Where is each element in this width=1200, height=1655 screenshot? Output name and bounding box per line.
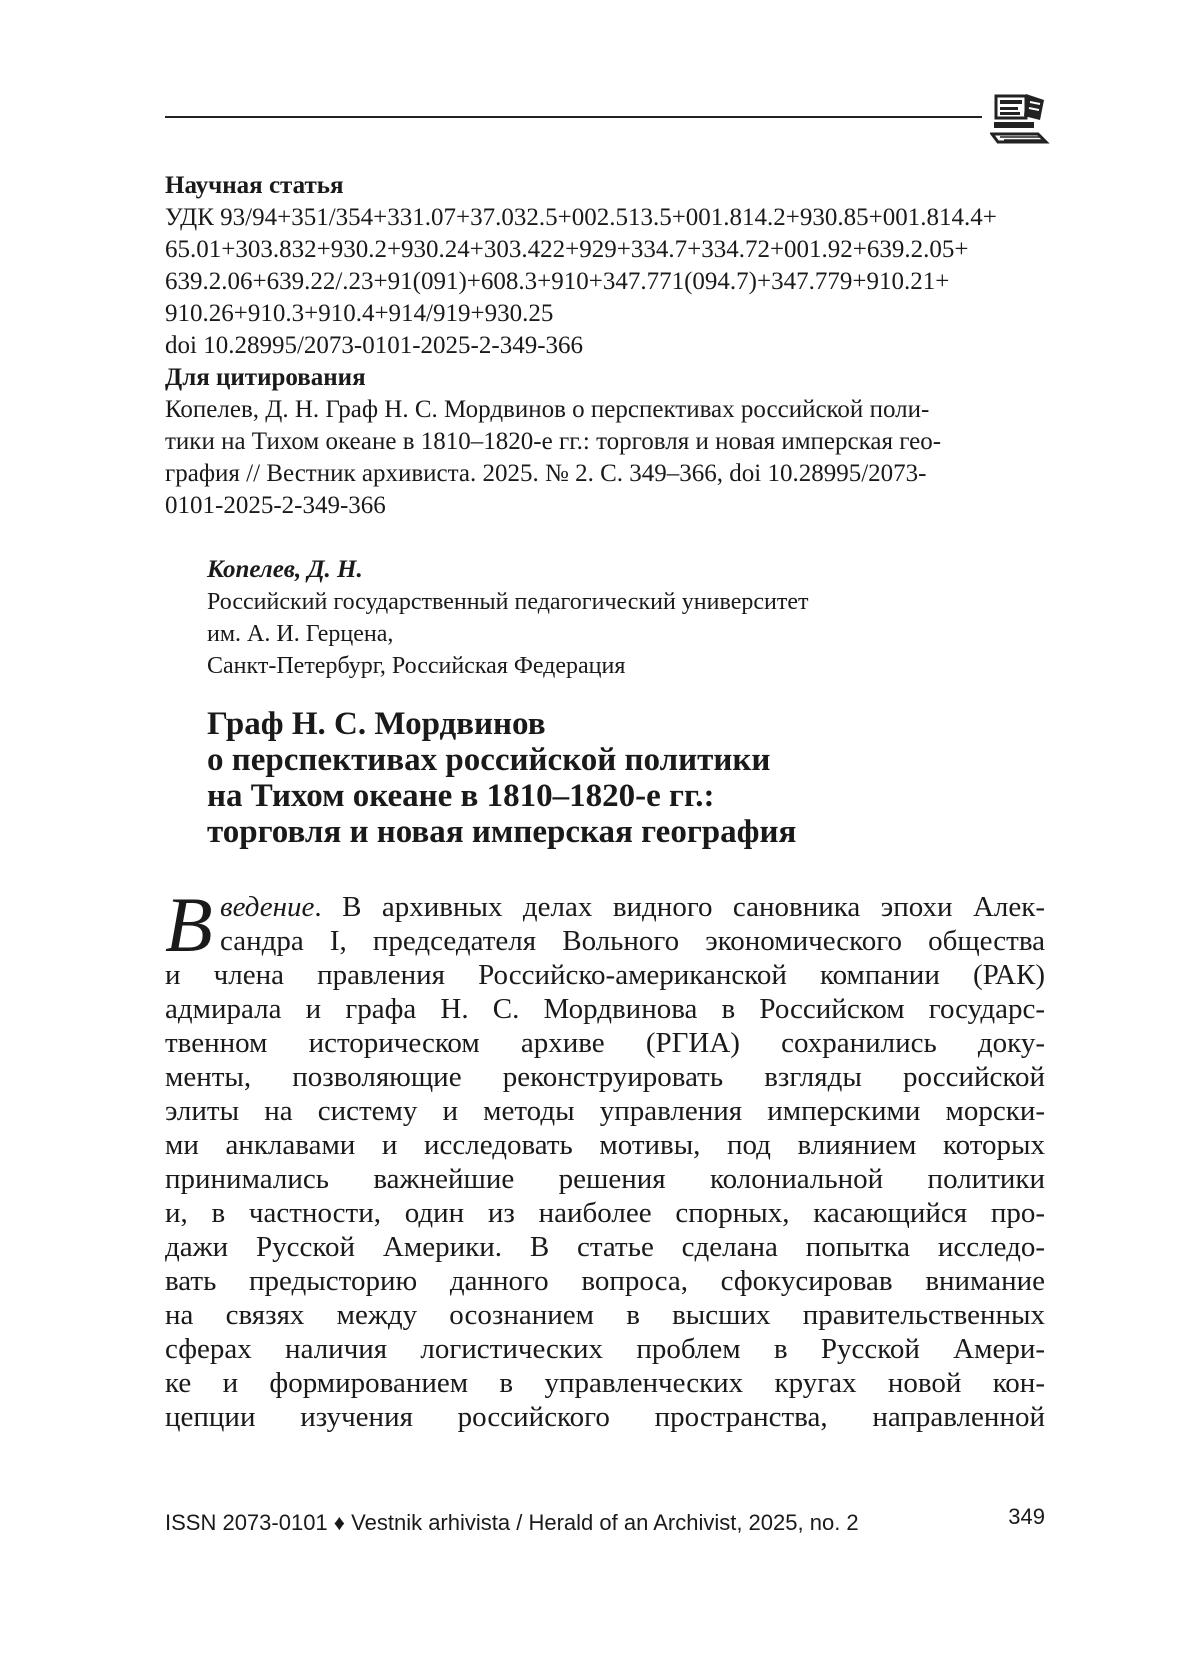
body-line: на связях между осознанием в высших правительственных [165,1299,1045,1331]
doi: doi 10.28995/2073-0101-2025-2-349-366 [165,332,584,359]
udk-line: 639.2.06+639.22/.23+91(091)+608.3+910+347.771(094.7)+347.779+910.21+ [165,268,950,295]
body-line: цепции изучения российского пространства, направленной [165,1401,1045,1433]
body-line: сандра I, председателя Вольного экономического общества [220,925,1045,957]
intro-word: ведение [220,891,315,923]
article-title [207,706,1045,850]
udk-line: 65.01+303.832+930.2+930.24+303.422+929+334.7+334.72+001.92+639.2.05+ [165,236,969,263]
body-line: дажи Русской Америки. В статье сделана попытка исследо- [165,1231,1045,1263]
body-line-text: . В архивных делах видного сановника эпохи Алек- [314,891,1045,923]
title-line: на Тихом океане в 1810–1820-е гг.: [207,778,715,814]
footer-journal-info [165,1510,859,1536]
affiliation-line: Санкт-Петербург, Российская Федерация [207,653,626,679]
affiliation-line: Российский государственный педагогический университет [207,589,809,615]
author-name: Копелев, Д. Н. [207,556,363,583]
body-line [165,890,1045,924]
body-line: вать предысторию данного вопроса, сфокусировав внимание [165,1265,1045,1297]
body-line: принимались важнейшие решения колониальной политики [165,1163,1045,1195]
article-type: Научная статья [165,172,344,199]
journal-name: Vestnik arhivista / Herald of an Archivist, 2025, no. 2 [351,1510,859,1535]
citation-label: Для цитирования [165,364,366,391]
body-line: элиты на систему и методы управления имперскими морски- [165,1095,1045,1127]
bullet-icon: ♦ [333,1510,346,1535]
body-line: и члена правления Российско-американской компании (РАК) [165,959,1045,991]
affiliation-line: им. А. И. Герцена, [207,621,394,647]
title-line: о перспективах российской политики [207,742,771,778]
author-block [207,554,1045,682]
page-number: 349 [1008,1504,1045,1529]
body-line: твенном историческом архиве (РГИА) сохранились доку- [165,1027,1045,1059]
title-line: Граф Н. С. Мордвинов [207,706,546,742]
article-meta [165,170,1045,522]
citation-line: графия // Вестник архивиста. 2025. № 2. С. 349–366, doi 10.28995/2073- [165,460,927,487]
udk-line: УДК 93/94+351/354+331.07+37.032.5+002.513.5+001.814.2+930.85+001.814.4+ [165,204,997,231]
citation-line: тики на Тихом океане в 1810–1820-е гг.: торговля и новая имперская гео- [165,428,942,455]
citation-line: 0101-2025-2-349-366 [165,492,386,519]
body-line: ми анклавами и исследовать мотивы, под влиянием которых [165,1129,1045,1161]
citation-line: Копелев, Д. Н. Граф Н. С. Мордвинов о перспективах российской поли- [165,396,930,423]
archive-computer-logo-icon [990,90,1050,146]
drop-cap: В [165,881,213,968]
body-line: сферах наличия логистических проблем в Русской Амери- [165,1333,1045,1365]
title-line: торговля и новая имперская география [207,814,797,850]
udk-line: 910.26+910.3+910.4+914/919+930.25 [165,300,554,327]
body-line: менты, позволяющие реконструировать взгляды российской [165,1061,1045,1093]
article-body [165,881,1045,1434]
header-rule [165,116,982,118]
body-line: адмирала и графа Н. С. Мордвинова в Российском государс- [165,993,1045,1025]
body-line: и, в частности, один из наиболее спорных, касающийся про- [165,1197,1045,1229]
body-line: ке и формированием в управленческих кругах новой кон- [165,1367,1045,1399]
issn: ISSN 2073-0101 [165,1510,328,1535]
